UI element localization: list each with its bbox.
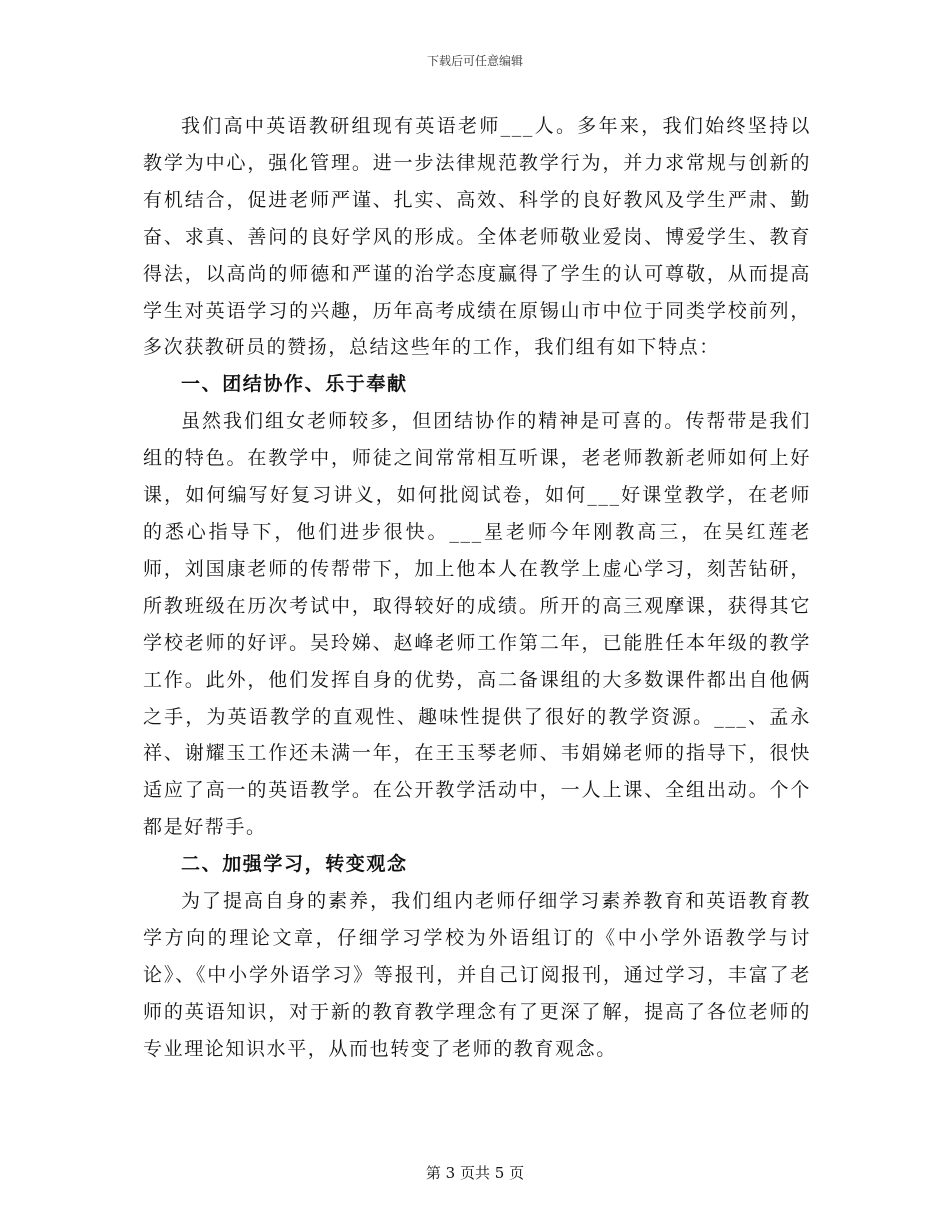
intro-paragraph: 我们高中英语教研组现有英语老师___人。多年来，我们始终坚持以教学为中心，强化管理。进一步法律规范教学行为，并力求常规与创新的有机结合，促进老师严谨、扎实、高效、科学的良好教风及学生严肃、勤奋、求真、善问的良好学风的形成。全体老师敬业爱岗、博爱学生、教育得法，以高尚的师德和严谨的治学态度赢得了学生的认可尊敬，从而提高学生对英语学习的兴趣，历年高考成绩在原锡山市中位于同类学校前列，多次获教研员的赞扬，总结这些年的工作，我们组有如下特点： <box>143 115 811 359</box>
section-paragraph-1: 虽然我们组女老师较多，但团结协作的精神是可喜的。传帮带是我们组的特色。在教学中，师徒之间常常相互听课，老老师教新老师如何上好课，如何编写好复习讲义，如何批阅试卷，如何___好课堂教学，在老师的悉心指导下，他们进步很快。___星老师今年刚教高三，在吴红莲老师，刘国康老师的传帮带下，加上他本人在教学上虚心学习，刻苦钻研，所教班级在历次考试中，取得较好的成绩。所开的高三观摩课，获得其它学校老师的好评。吴玲娣、赵峰老师工作第二年，已能胜任本年级的教学工作。此外，他们发挥自身的优势，高二备课组的大多数课件都出自他俩之手，为英语教学的直观性、趣味性提供了很好的教学资源。___、孟永祥、谢耀玉工作还未满一年，在王玉琴老师、韦娟娣老师的指导下，很快适应了高一的英语教学。在公开教学活动中，一人上课、全组出动。个个都是好帮手。 <box>143 410 811 839</box>
section-paragraph-2: 为了提高自身的素养，我们组内老师仔细学习素养教育和英语教育教学方向的理论文章，仔细学习学校为外语组订的《中小学外语教学与讨论》、《中小学外语学习》等报刊，并自己订阅报刊，通过学习，丰富了老师的英语知识，对于新的教育教学理念有了更深了解，提高了各位老师的专业理论知识水平，从而也转变了老师的教育观念。 <box>143 890 811 1060</box>
section-heading-1: 一、团结协作、乐于奉献 <box>181 373 408 396</box>
document-body <box>143 108 811 1068</box>
page-header: 下载后可任意编辑 <box>426 54 523 68</box>
page-number: 第 3 页共 5 页 <box>425 1164 525 1182</box>
section-heading-2: 二、加强学习，转变观念 <box>181 853 408 876</box>
